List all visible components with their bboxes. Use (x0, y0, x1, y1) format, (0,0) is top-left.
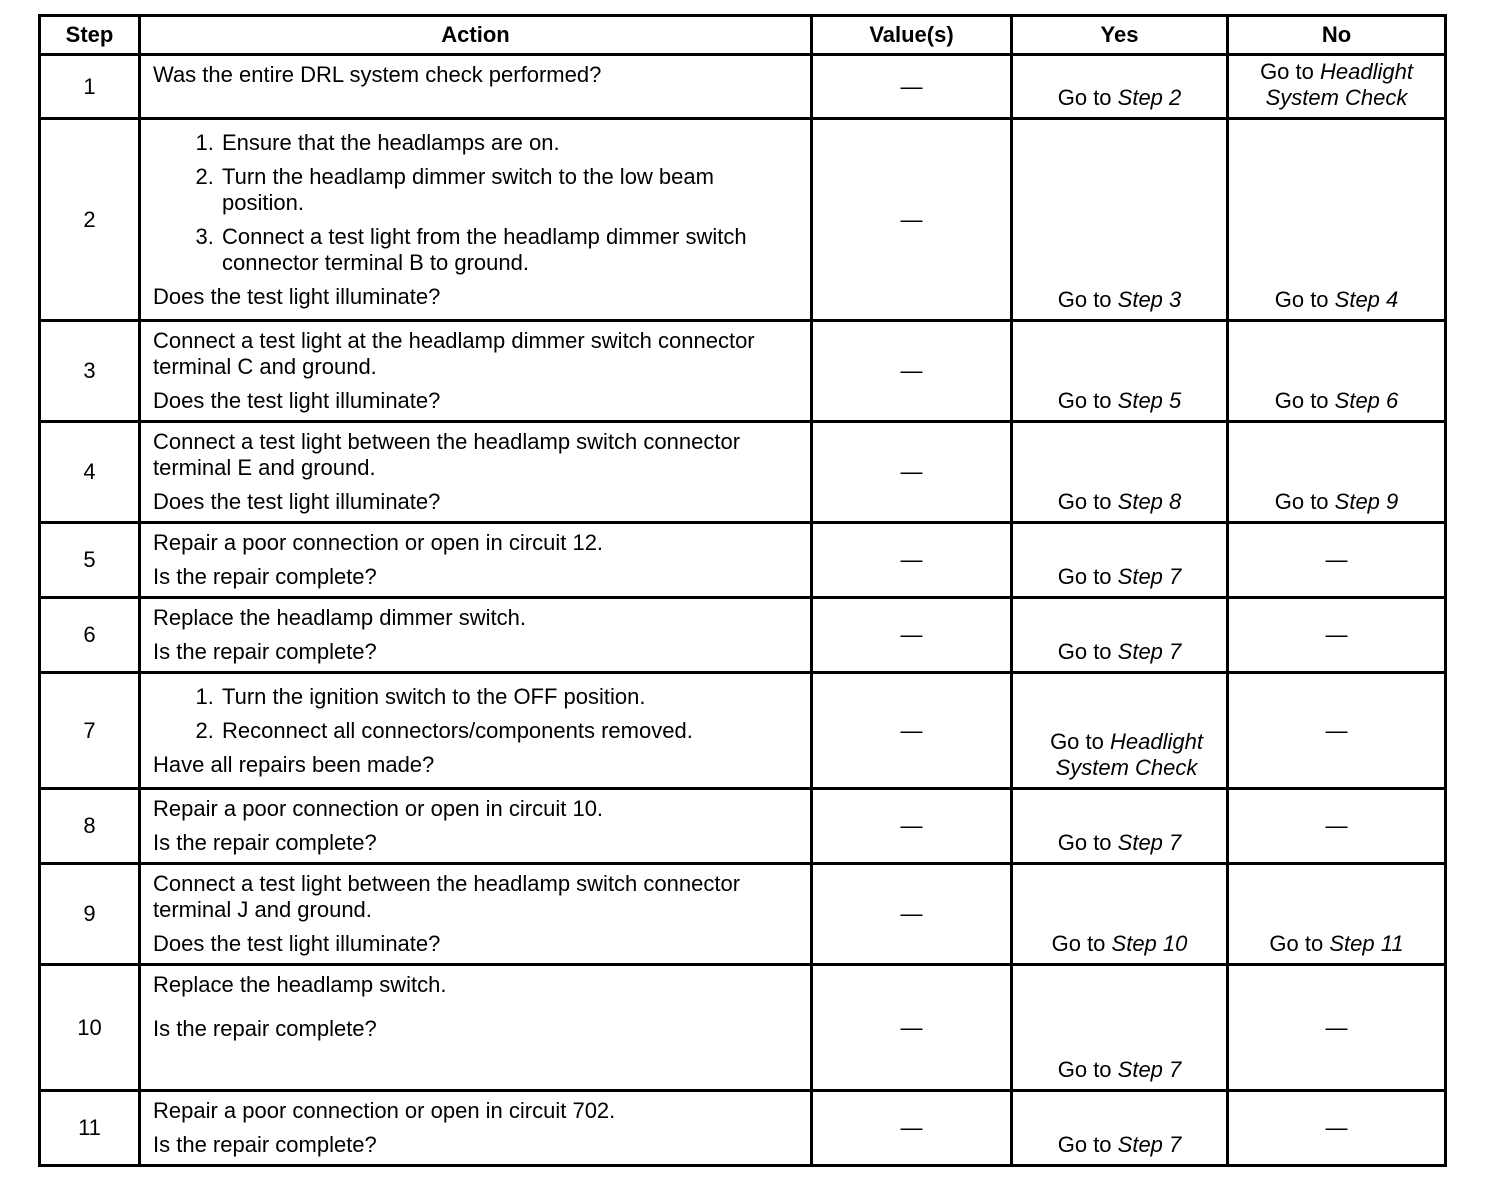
no-prefix: Go to (1274, 388, 1335, 413)
action-cell (140, 598, 812, 673)
yes-target: Step 7 (1117, 1057, 1182, 1082)
no-prefix: Go to (1274, 489, 1335, 514)
action-cell (140, 119, 812, 321)
value-dash: — (900, 717, 923, 743)
no-target: Step 4 (1334, 287, 1399, 312)
yes-target: Headlight System Check (1055, 729, 1203, 780)
action-question: Does the test light illuminate? (153, 489, 441, 514)
value-cell (812, 789, 1012, 864)
action-instruction: Repair a poor connection or open in circuit 702. (153, 1098, 616, 1123)
table-row (40, 422, 1446, 523)
yes-cell (1012, 789, 1228, 864)
step-number: 4 (40, 422, 140, 523)
value-dash: — (900, 547, 923, 572)
yes-cell (1012, 422, 1228, 523)
no-cell (1228, 523, 1446, 598)
yes-cell (1012, 673, 1228, 789)
table-row (40, 598, 1446, 673)
action-instruction: Replace the headlamp dimmer switch. (153, 605, 526, 630)
no-prefix: Go to (1269, 931, 1330, 956)
yes-prefix: Go to (1057, 1132, 1118, 1157)
action-cell (140, 864, 812, 965)
yes-cell (1012, 321, 1228, 422)
yes-cell (1012, 55, 1228, 119)
action-item: 3. Connect a test light from the headlamp dimmer switch connector terminal B to ground. (220, 224, 800, 276)
table-row (40, 864, 1446, 965)
no-dash: — (1325, 813, 1348, 838)
header-row (40, 16, 1446, 55)
no-cell (1228, 321, 1446, 422)
no-dash: — (1325, 1115, 1348, 1140)
action-question: Does the test light illuminate? (153, 931, 441, 956)
action-question: Have all repairs been made? (153, 752, 435, 777)
yes-prefix: Go to (1057, 85, 1118, 110)
yes-target: Step 7 (1117, 830, 1182, 855)
step-number: 7 (40, 673, 140, 789)
step-number: 8 (40, 789, 140, 864)
value-cell (812, 598, 1012, 673)
value-dash: — (900, 813, 923, 838)
step-number: 1 (40, 55, 140, 119)
yes-cell (1012, 119, 1228, 321)
value-cell (812, 864, 1012, 965)
action-instruction: Repair a poor connection or open in circuit 12. (153, 530, 604, 555)
action-cell (140, 965, 812, 1091)
action-question: Is the repair complete? (153, 564, 377, 589)
table-row (40, 789, 1446, 864)
action-cell (140, 321, 812, 422)
no-cell (1228, 864, 1446, 965)
action-instruction: Connect a test light between the headlamp switch connector terminal E and ground. (153, 429, 741, 480)
action-list (153, 684, 800, 744)
action-cell (140, 55, 812, 119)
action-list (153, 130, 800, 276)
action-instruction: Replace the headlamp switch. (153, 972, 447, 997)
yes-cell (1012, 523, 1228, 598)
yes-cell (1012, 965, 1228, 1091)
value-dash: — (900, 1014, 923, 1040)
value-cell (812, 523, 1012, 598)
value-cell (812, 422, 1012, 523)
yes-target: Step 5 (1117, 388, 1182, 413)
no-prefix: Go to (1260, 59, 1320, 84)
action-instruction: Connect a test light between the headlamp switch connector terminal J and ground. (153, 871, 741, 922)
action-cell (140, 1091, 812, 1166)
no-target: Headlight System Check (1265, 59, 1413, 110)
yes-target: Step 3 (1117, 287, 1182, 312)
yes-prefix: Go to (1057, 564, 1118, 589)
yes-prefix: Go to (1057, 388, 1118, 413)
no-dash: — (1325, 547, 1348, 572)
header-action: Action (140, 16, 812, 55)
no-dash: — (1325, 1014, 1348, 1040)
value-dash: — (900, 901, 923, 926)
yes-prefix: Go to (1057, 1057, 1118, 1082)
value-cell (812, 321, 1012, 422)
no-prefix: Go to (1274, 287, 1335, 312)
table-row (40, 965, 1446, 1091)
action-instruction: Connect a test light at the headlamp dimmer switch connector terminal C and ground. (153, 328, 755, 379)
yes-cell (1012, 598, 1228, 673)
header-values: Value(s) (812, 16, 1012, 55)
action-question: Is the repair complete? (153, 830, 377, 855)
no-target: Step 6 (1334, 388, 1399, 413)
action-question: Is the repair complete? (153, 1016, 377, 1041)
yes-cell (1012, 864, 1228, 965)
step-number: 2 (40, 119, 140, 321)
yes-target: Step 2 (1117, 85, 1182, 110)
action-question: Is the repair complete? (153, 1132, 377, 1157)
step-number: 10 (40, 965, 140, 1091)
no-cell (1228, 422, 1446, 523)
no-cell (1228, 965, 1446, 1091)
table-row (40, 673, 1446, 789)
action-instruction: Repair a poor connection or open in circuit 10. (153, 796, 604, 821)
value-cell (812, 965, 1012, 1091)
action-cell (140, 422, 812, 523)
no-target: Step 9 (1334, 489, 1399, 514)
yes-target: Step 10 (1111, 931, 1188, 956)
no-dash: — (1325, 717, 1348, 743)
table-row (40, 523, 1446, 598)
yes-prefix: Go to (1051, 931, 1112, 956)
value-dash: — (900, 459, 923, 484)
header-step: Step (40, 16, 140, 55)
step-number: 6 (40, 598, 140, 673)
no-dash: — (1325, 622, 1348, 647)
action-question: Was the entire DRL system check performed? (153, 62, 602, 87)
header-no: No (1228, 16, 1446, 55)
value-dash: — (900, 358, 923, 383)
value-dash: — (900, 73, 923, 99)
value-cell (812, 673, 1012, 789)
yes-cell (1012, 1091, 1228, 1166)
table-row (40, 321, 1446, 422)
no-cell (1228, 55, 1446, 119)
step-number: 5 (40, 523, 140, 598)
action-item: 1. Turn the ignition switch to the OFF position. (220, 684, 800, 710)
no-cell (1228, 1091, 1446, 1166)
no-cell (1228, 598, 1446, 673)
no-cell (1228, 673, 1446, 789)
action-cell (140, 523, 812, 598)
no-cell (1228, 789, 1446, 864)
action-question: Does the test light illuminate? (153, 388, 441, 413)
step-number: 11 (40, 1091, 140, 1166)
action-cell (140, 789, 812, 864)
yes-prefix: Go to (1057, 489, 1118, 514)
action-question: Does the test light illuminate? (153, 284, 441, 309)
no-target: Step 11 (1329, 931, 1404, 956)
action-cell (140, 673, 812, 789)
action-question: Is the repair complete? (153, 639, 377, 664)
yes-target: Step 7 (1117, 639, 1182, 664)
action-item: 1. Ensure that the headlamps are on. (220, 130, 800, 156)
value-cell (812, 119, 1012, 321)
yes-prefix: Go to (1057, 287, 1118, 312)
yes-prefix: Go to (1057, 830, 1118, 855)
no-cell (1228, 119, 1446, 321)
diagnostic-table (38, 14, 1447, 1167)
value-cell (812, 1091, 1012, 1166)
yes-prefix: Go to (1057, 639, 1118, 664)
value-dash: — (900, 622, 923, 647)
value-dash: — (900, 1115, 923, 1140)
step-number: 9 (40, 864, 140, 965)
yes-target: Step 8 (1117, 489, 1182, 514)
table-row (40, 119, 1446, 321)
yes-prefix: Go to (1050, 729, 1110, 754)
table-row (40, 1091, 1446, 1166)
value-dash: — (900, 206, 923, 232)
yes-target: Step 7 (1117, 1132, 1182, 1157)
yes-target: Step 7 (1117, 564, 1182, 589)
header-yes: Yes (1012, 16, 1228, 55)
action-item: 2. Turn the headlamp dimmer switch to the low beam position. (220, 164, 800, 216)
action-item: 2. Reconnect all connectors/components removed. (220, 718, 800, 744)
value-cell (812, 55, 1012, 119)
table-row (40, 55, 1446, 119)
step-number: 3 (40, 321, 140, 422)
